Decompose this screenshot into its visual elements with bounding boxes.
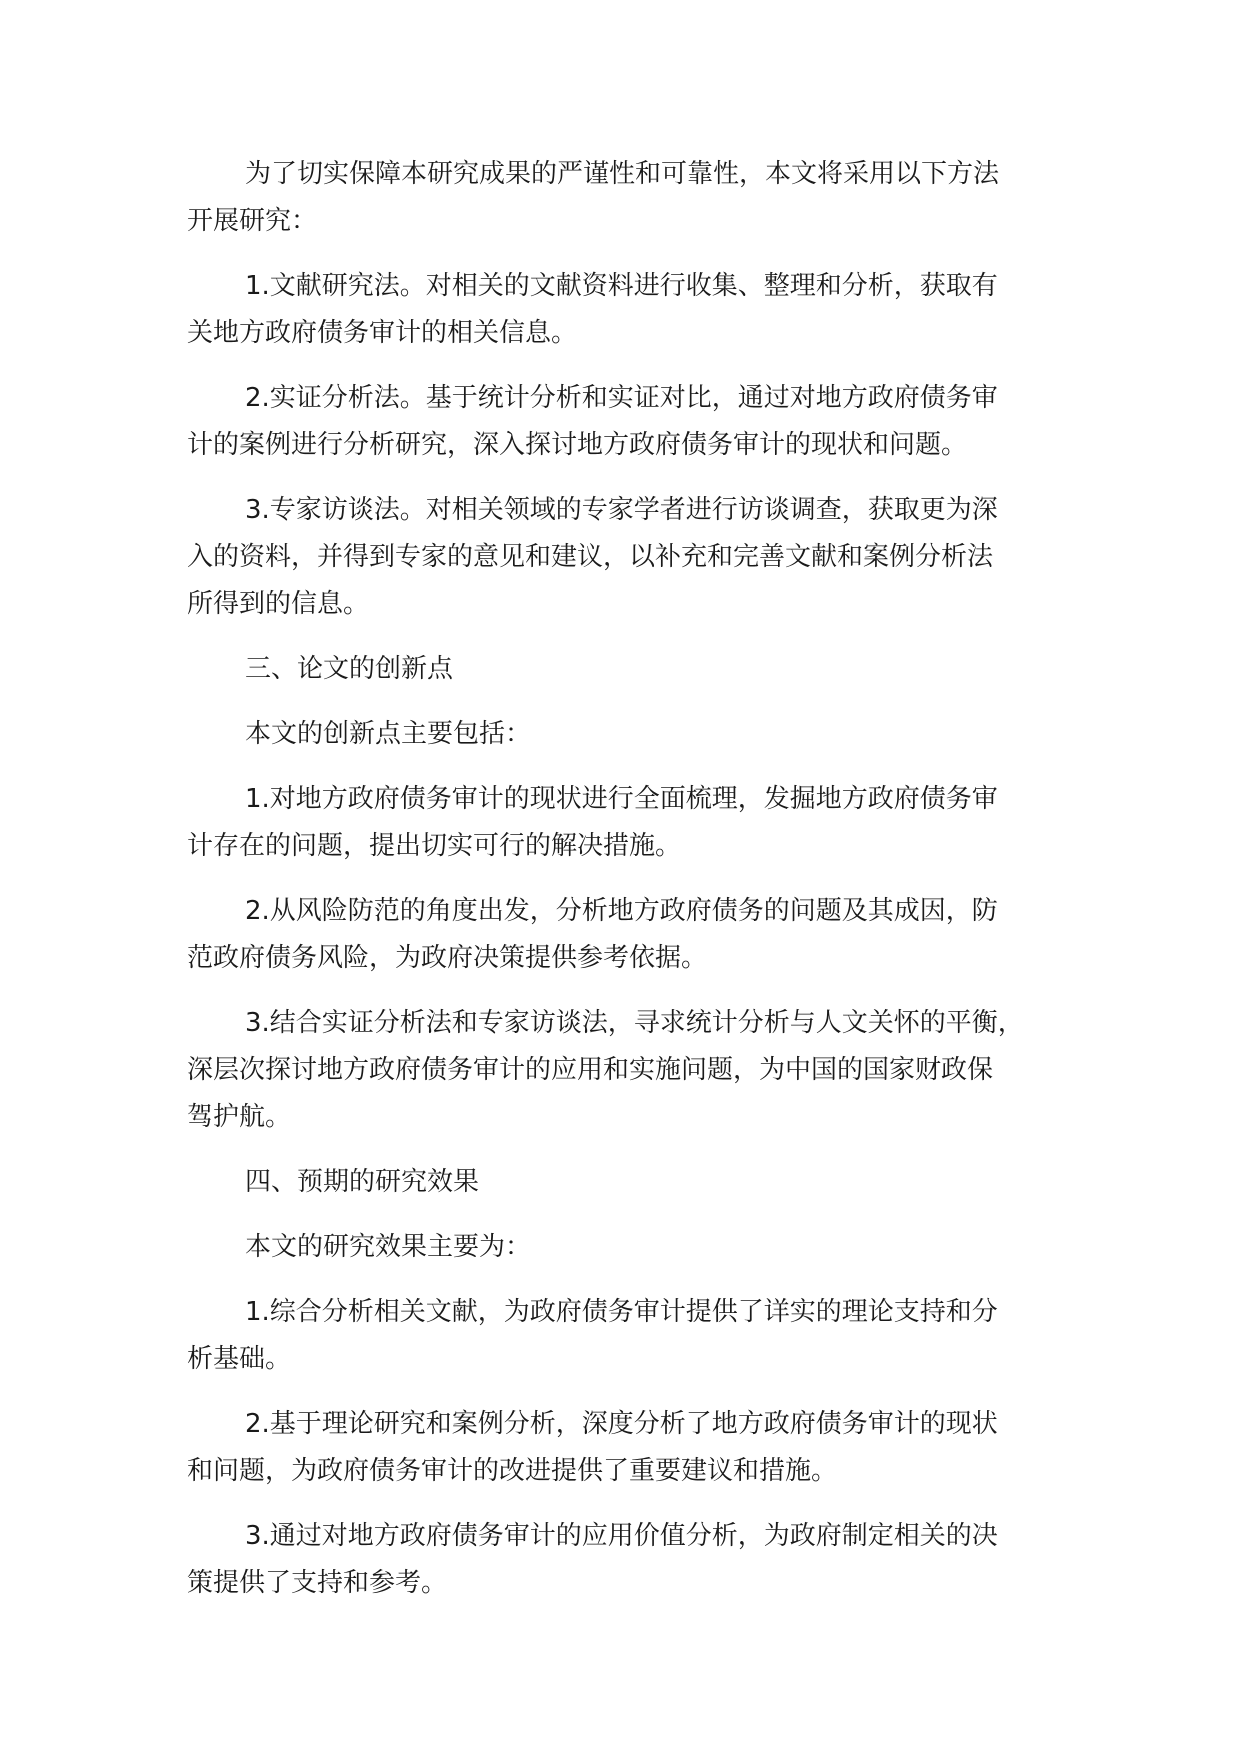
method-item-literature: 1.文献研究法。对相关的文献资料进行收集、整理和分析，获取有 关地方政府债务审计的相关信息。	[187, 271, 998, 348]
expected-effect-item-3: 3.通过对地方政府债务审计的应用价值分析，为政府制定相关的决 策提供了支持和参考。	[187, 1521, 998, 1598]
document-body	[187, 151, 1082, 1625]
section-heading-expected-effects: 四、预期的研究效果	[245, 1167, 480, 1197]
expected-effect-item-1: 1.综合分析相关文献，为政府债务审计提供了详实的理论支持和分 析基础。	[187, 1297, 998, 1374]
method-item-empirical: 2.实证分析法。基于统计分析和实证对比，通过对地方政府债务审 计的案例进行分析研究，深入探讨地方政府债务审计的现状和问题。	[187, 383, 998, 460]
innovation-item-1: 1.对地方政府债务审计的现状进行全面梳理，发掘地方政府债务审 计存在的问题，提出切实可行的解决措施。	[187, 784, 998, 861]
expected-effect-item-2: 2.基于理论研究和案例分析，深度分析了地方政府债务审计的现状 和问题，为政府债务审计的改进提供了重要建议和措施。	[187, 1409, 998, 1486]
innovation-item-2: 2.从风险防范的角度出发，分析地方政府债务的问题及其成因，防 范政府债务风险，为政府决策提供参考依据。	[187, 896, 998, 973]
section-heading-innovation: 三、论文的创新点	[245, 654, 454, 684]
method-item-interview: 3.专家访谈法。对相关领域的专家学者进行访谈调查，获取更为深 入的资料，并得到专家的意见和建议，以补充和完善文献和案例分析法 所得到的信息。	[187, 495, 998, 619]
innovation-intro: 本文的创新点主要包括：	[245, 719, 532, 749]
expected-effects-intro: 本文的研究效果主要为：	[245, 1232, 532, 1262]
intro-paragraph: 为了切实保障本研究成果的严谨性和可靠性，本文将采用以下方法 开展研究：	[187, 159, 1000, 236]
innovation-item-3: 3.结合实证分析法和专家访谈法，寻求统计分析与人文关怀的平衡， 深层次探讨地方政府债务审计的应用和实施问题，为中国的国家财政保 驾护航。	[187, 1008, 1024, 1132]
